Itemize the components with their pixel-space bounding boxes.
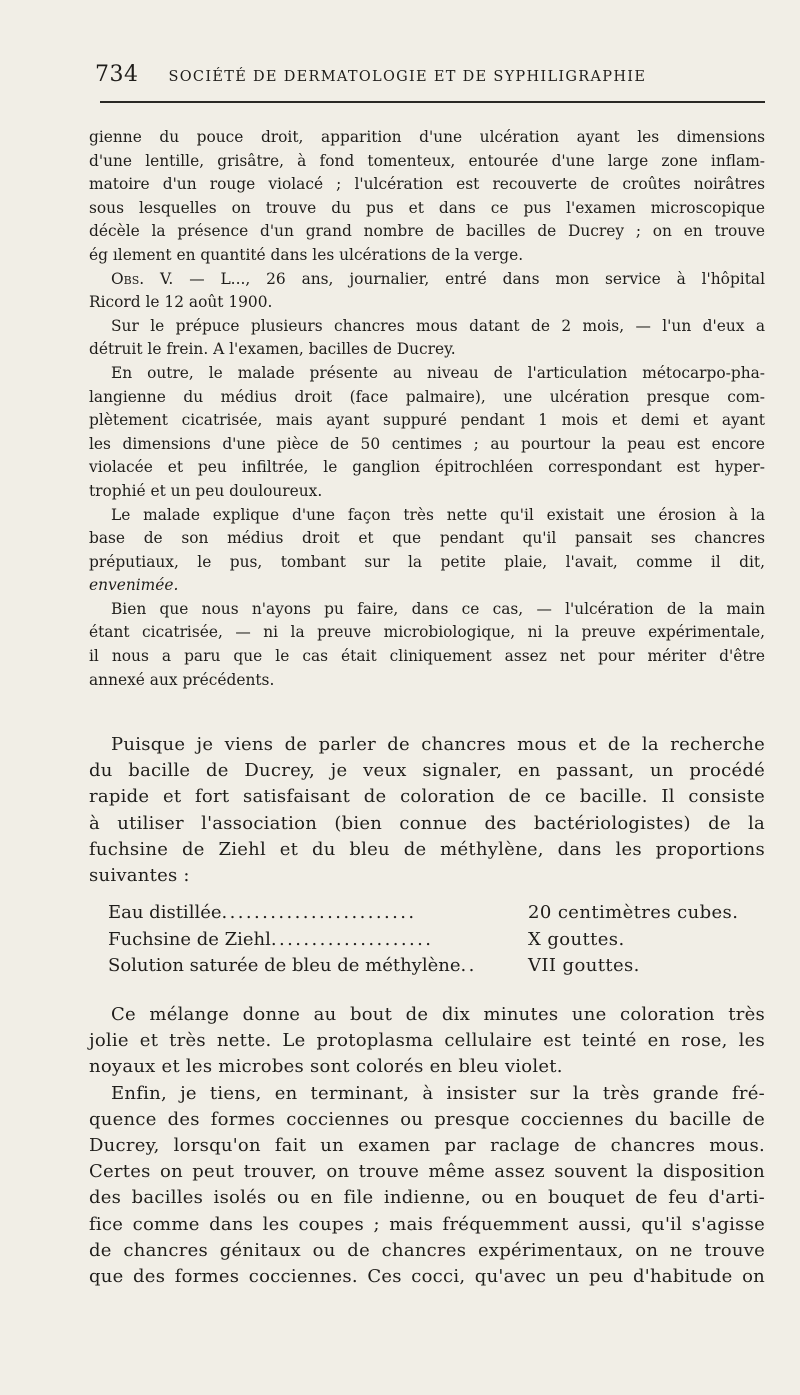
text-line: fuchsine de Ziehl et du bleu de méthylène, dans les proportions xyxy=(89,838,765,860)
text-line: En outre, le malade présente au niveau de l'articulation métocarpo-pha- xyxy=(111,363,765,382)
recipe-quantity: 20 centimètres cubes. xyxy=(528,902,739,923)
text-line: violacée et peu infiltrée, le ganglion épitrochléen correspondant est hyper- xyxy=(89,458,765,477)
italic-word: envenimée. xyxy=(89,576,179,595)
recipe-quantity: X gouttes. xyxy=(528,928,625,950)
recipe-leader: .................... xyxy=(270,928,434,950)
page-header xyxy=(95,62,765,87)
recipe-row xyxy=(108,902,748,929)
recipe-quantity: VII gouttes. xyxy=(528,955,640,977)
recipe-leader: ........................ xyxy=(221,902,417,923)
case-report xyxy=(89,126,765,692)
text-line: les dimensions d'une pièce de 50 centimes ; au pourtour la peau est encore xyxy=(89,434,765,453)
page-number: 734 xyxy=(95,62,139,87)
text-line: rapide et fort satisfaisant de coloration de ce bacille. Il consiste xyxy=(89,786,765,808)
text-line: de chancres génitaux ou de chancres expérimentaux, on ne trouve xyxy=(89,1239,765,1261)
text-line: détruit le frein. A l'examen, bacilles de Ducrey. xyxy=(89,340,456,359)
text-line: trophié et un peu douloureux. xyxy=(89,481,323,500)
main-paragraph-result xyxy=(89,1002,765,1290)
text-line: Sur le prépuce plusieurs chancres mous datant de 2 mois, — l'un d'eux a xyxy=(111,316,765,335)
observation-heading xyxy=(89,268,765,292)
text-line: que des formes cocciennes. Ces cocci, qu'avec un peu d'habitude on xyxy=(89,1266,765,1288)
main-paragraph-staining xyxy=(89,732,765,889)
text-line: du bacille de Ducrey, je veux signaler, en passant, un procédé xyxy=(89,760,765,782)
staining-recipe xyxy=(108,902,748,982)
text-line: noyaux et les microbes sont colorés en bleu violet. xyxy=(89,1056,563,1078)
text-line: Le malade explique d'une façon très nette qu'il existait une érosion à la xyxy=(111,505,765,524)
header-rule xyxy=(100,101,765,103)
text-line: étant cicatrisée, — ni la preuve microbiologique, ni la preuve expérimentale, xyxy=(89,623,765,642)
text-line: d'une lentille, grisâtre, à fond tomenteux, entourée d'une large zone inflam- xyxy=(89,151,765,170)
text-line: Certes on peut trouver, on trouve même assez souvent la disposition xyxy=(89,1161,765,1183)
text-line: Puisque je viens de parler de chancres mous et de la recherche xyxy=(111,734,765,755)
text-line: ég ılement en quantité dans les ulcérations de la verge. xyxy=(89,245,524,264)
text-line: matoire d'un rouge violacé ; l'ulcération est recouverte de croûtes noirâtres xyxy=(89,175,765,194)
recipe-ingredient: Eau distillée xyxy=(108,902,222,923)
text-line: jolie et très nette. Le protoplasma cellulaire est teinté en rose, les xyxy=(89,1030,765,1052)
text-line: préputiaux, le pus, tombant sur la petite plaie, l'avait, comme il dit, xyxy=(89,552,765,571)
text-line: plètement cicatrisée, mais ayant suppuré pendant 1 mois et demi et ayant xyxy=(89,411,765,430)
observation-text: — L..., 26 ans, journalier, entré dans mon service à l'hôpital xyxy=(173,269,766,288)
text-line: Ducrey, lorsqu'on fait un examen par raclage de chancres mous. xyxy=(89,1135,765,1157)
text-line: il nous a paru que le cas était cliniquement assez net pour mériter d'être xyxy=(89,647,765,666)
text-line: à utiliser l'association (bien connue des bactériologistes) de la xyxy=(89,812,765,834)
text-line: langienne du médius droit (face palmaire), une ulcération presque com- xyxy=(89,387,765,406)
text-line: sous lesquelles on trouve du pus et dans ce pus l'examen microscopique xyxy=(89,198,765,217)
text-line: décèle la présence d'un grand nombre de bacilles de Ducrey ; on en trouve xyxy=(89,222,765,241)
text-line: des bacilles isolés ou en file indienne, ou en bouquet de feu d'arti- xyxy=(89,1187,765,1209)
recipe-row xyxy=(108,955,748,982)
recipe-row xyxy=(108,929,748,956)
observation-label: Obs. V. xyxy=(111,269,174,288)
text-line: gienne du pouce droit, apparition d'une ulcération ayant les dimensions xyxy=(89,128,765,146)
recipe-leader: .. xyxy=(460,955,477,977)
recipe-ingredient: Solution saturée de bleu de méthylène xyxy=(108,955,461,977)
text-line: Ce mélange donne au bout de dix minutes une coloration très xyxy=(111,1004,765,1025)
text-line: suivantes : xyxy=(89,865,190,887)
text-line: quence des formes cocciennes ou presque cocciennes du bacille de xyxy=(89,1108,765,1130)
recipe-ingredient: Fuchsine de Ziehl xyxy=(108,928,271,950)
text-line: Ricord le 12 août 1900. xyxy=(89,293,273,312)
text-line: base de son médius droit et que pendant qu'il pansait ses chancres xyxy=(89,529,765,548)
text-line: fice comme dans les coupes ; mais fréquemment aussi, qu'il s'agisse xyxy=(89,1213,765,1235)
text-line: Enfin, je tiens, en terminant, à insister sur la très grande fré- xyxy=(111,1082,765,1104)
text-line: Bien que nous n'ayons pu faire, dans ce cas, — l'ulcération de la main xyxy=(111,599,765,618)
running-head: SOCIÉTÉ DE DERMATOLOGIE ET DE SYPHILIGRAPHIE xyxy=(168,69,647,85)
text-line: annexé aux précédents. xyxy=(89,670,275,689)
